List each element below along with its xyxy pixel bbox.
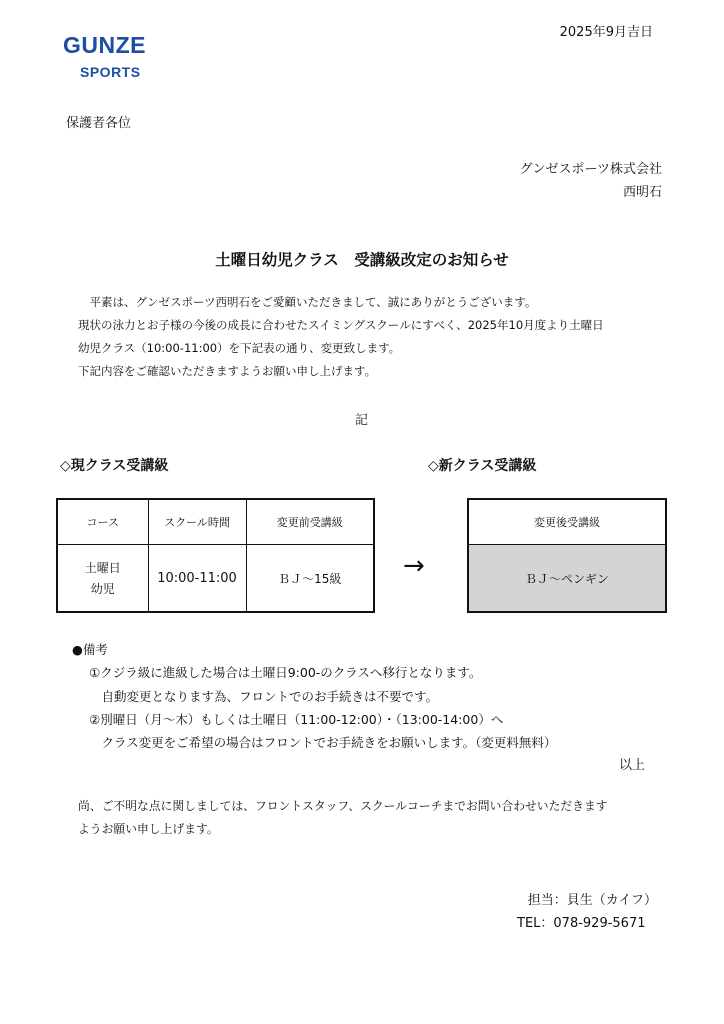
contact-tel: TEL：078-929-5671 xyxy=(517,916,646,931)
ki-mark: 記 xyxy=(355,413,369,428)
intro-line: 現状の泳力とお子様の今後の成長に合わせたスイミングスクールにすべく、2025年10月度より土曜日 xyxy=(78,318,604,332)
current-class-heading: ◇現クラス受講級 xyxy=(60,458,169,474)
column-header-level-after: 変更後受講級 xyxy=(468,499,666,545)
intro-paragraph xyxy=(78,291,604,383)
sender-branch: 西明石 xyxy=(622,185,662,200)
sender-company: グンゼスポーツ株式会社 xyxy=(519,162,662,177)
note-line: クラス変更をご希望の場合はフロントでお手続きをお願いします。（変更料無料） xyxy=(89,735,557,751)
column-header-time: スクール時間 xyxy=(148,499,246,545)
footer-line: ようお願い申し上げます。 xyxy=(78,822,219,836)
footer-line: 尚、ご不明な点に関しましては、フロントスタッフ、スクールコーチまでお問い合わせいただきます xyxy=(78,799,608,813)
addressee: 保護者各位 xyxy=(66,116,132,131)
table-row xyxy=(57,545,374,613)
level-before-cell: ＢＪ～15級 xyxy=(246,545,374,613)
notes-section xyxy=(72,638,556,754)
column-header-level-before: 変更前受講級 xyxy=(246,499,374,545)
document-date: 2025年9月吉日 xyxy=(559,25,653,40)
note-line: ①クジラ級に進級した場合は土曜日9:00-のクラスへ移行となります。 xyxy=(89,665,482,681)
new-class-table xyxy=(467,498,667,613)
current-class-table xyxy=(56,498,375,613)
intro-line: 幼児クラス（10:00-11:00）を下記表の通り、変更致します。 xyxy=(78,341,401,355)
brand-logo-subtext: SPORTS xyxy=(80,64,141,80)
level-after-cell: ＢＪ～ペンギン xyxy=(468,545,666,613)
notes-heading: ●備考 xyxy=(72,642,108,657)
table-header-row xyxy=(468,499,666,545)
intro-line: 下記内容をご確認いただきますようお願い申し上げます。 xyxy=(78,364,377,378)
course-day: 土曜日 xyxy=(84,561,121,575)
brand-logo-text: GUNZE xyxy=(63,32,146,58)
time-cell: 10:00-11:00 xyxy=(148,545,246,613)
contact-person: 担当：貝生（カイフ） xyxy=(527,893,657,908)
note-line: 自動変更となります為、フロントでのお手続きは不要です。 xyxy=(89,688,439,704)
footer-paragraph xyxy=(78,795,608,841)
note-line: ②別曜日（月～木）もしくは土曜日（11:00-12:00）・（13:00-14:00）へ xyxy=(89,711,504,727)
intro-line: 平素は、グンゼスポーツ西明石をご愛顧いただきまして、誠にありがとうございます。 xyxy=(78,295,537,309)
table-row xyxy=(468,545,666,613)
course-type: 幼児 xyxy=(90,582,115,596)
right-arrow-icon: → xyxy=(403,551,425,581)
table-header-row xyxy=(57,499,374,545)
column-header-course: コース xyxy=(57,499,148,545)
closing-word: 以上 xyxy=(618,758,645,773)
page-title: 土曜日幼児クラス 受講級改定のお知らせ xyxy=(215,251,509,269)
course-cell xyxy=(57,545,148,613)
new-class-heading: ◇新クラス受講級 xyxy=(428,458,537,474)
